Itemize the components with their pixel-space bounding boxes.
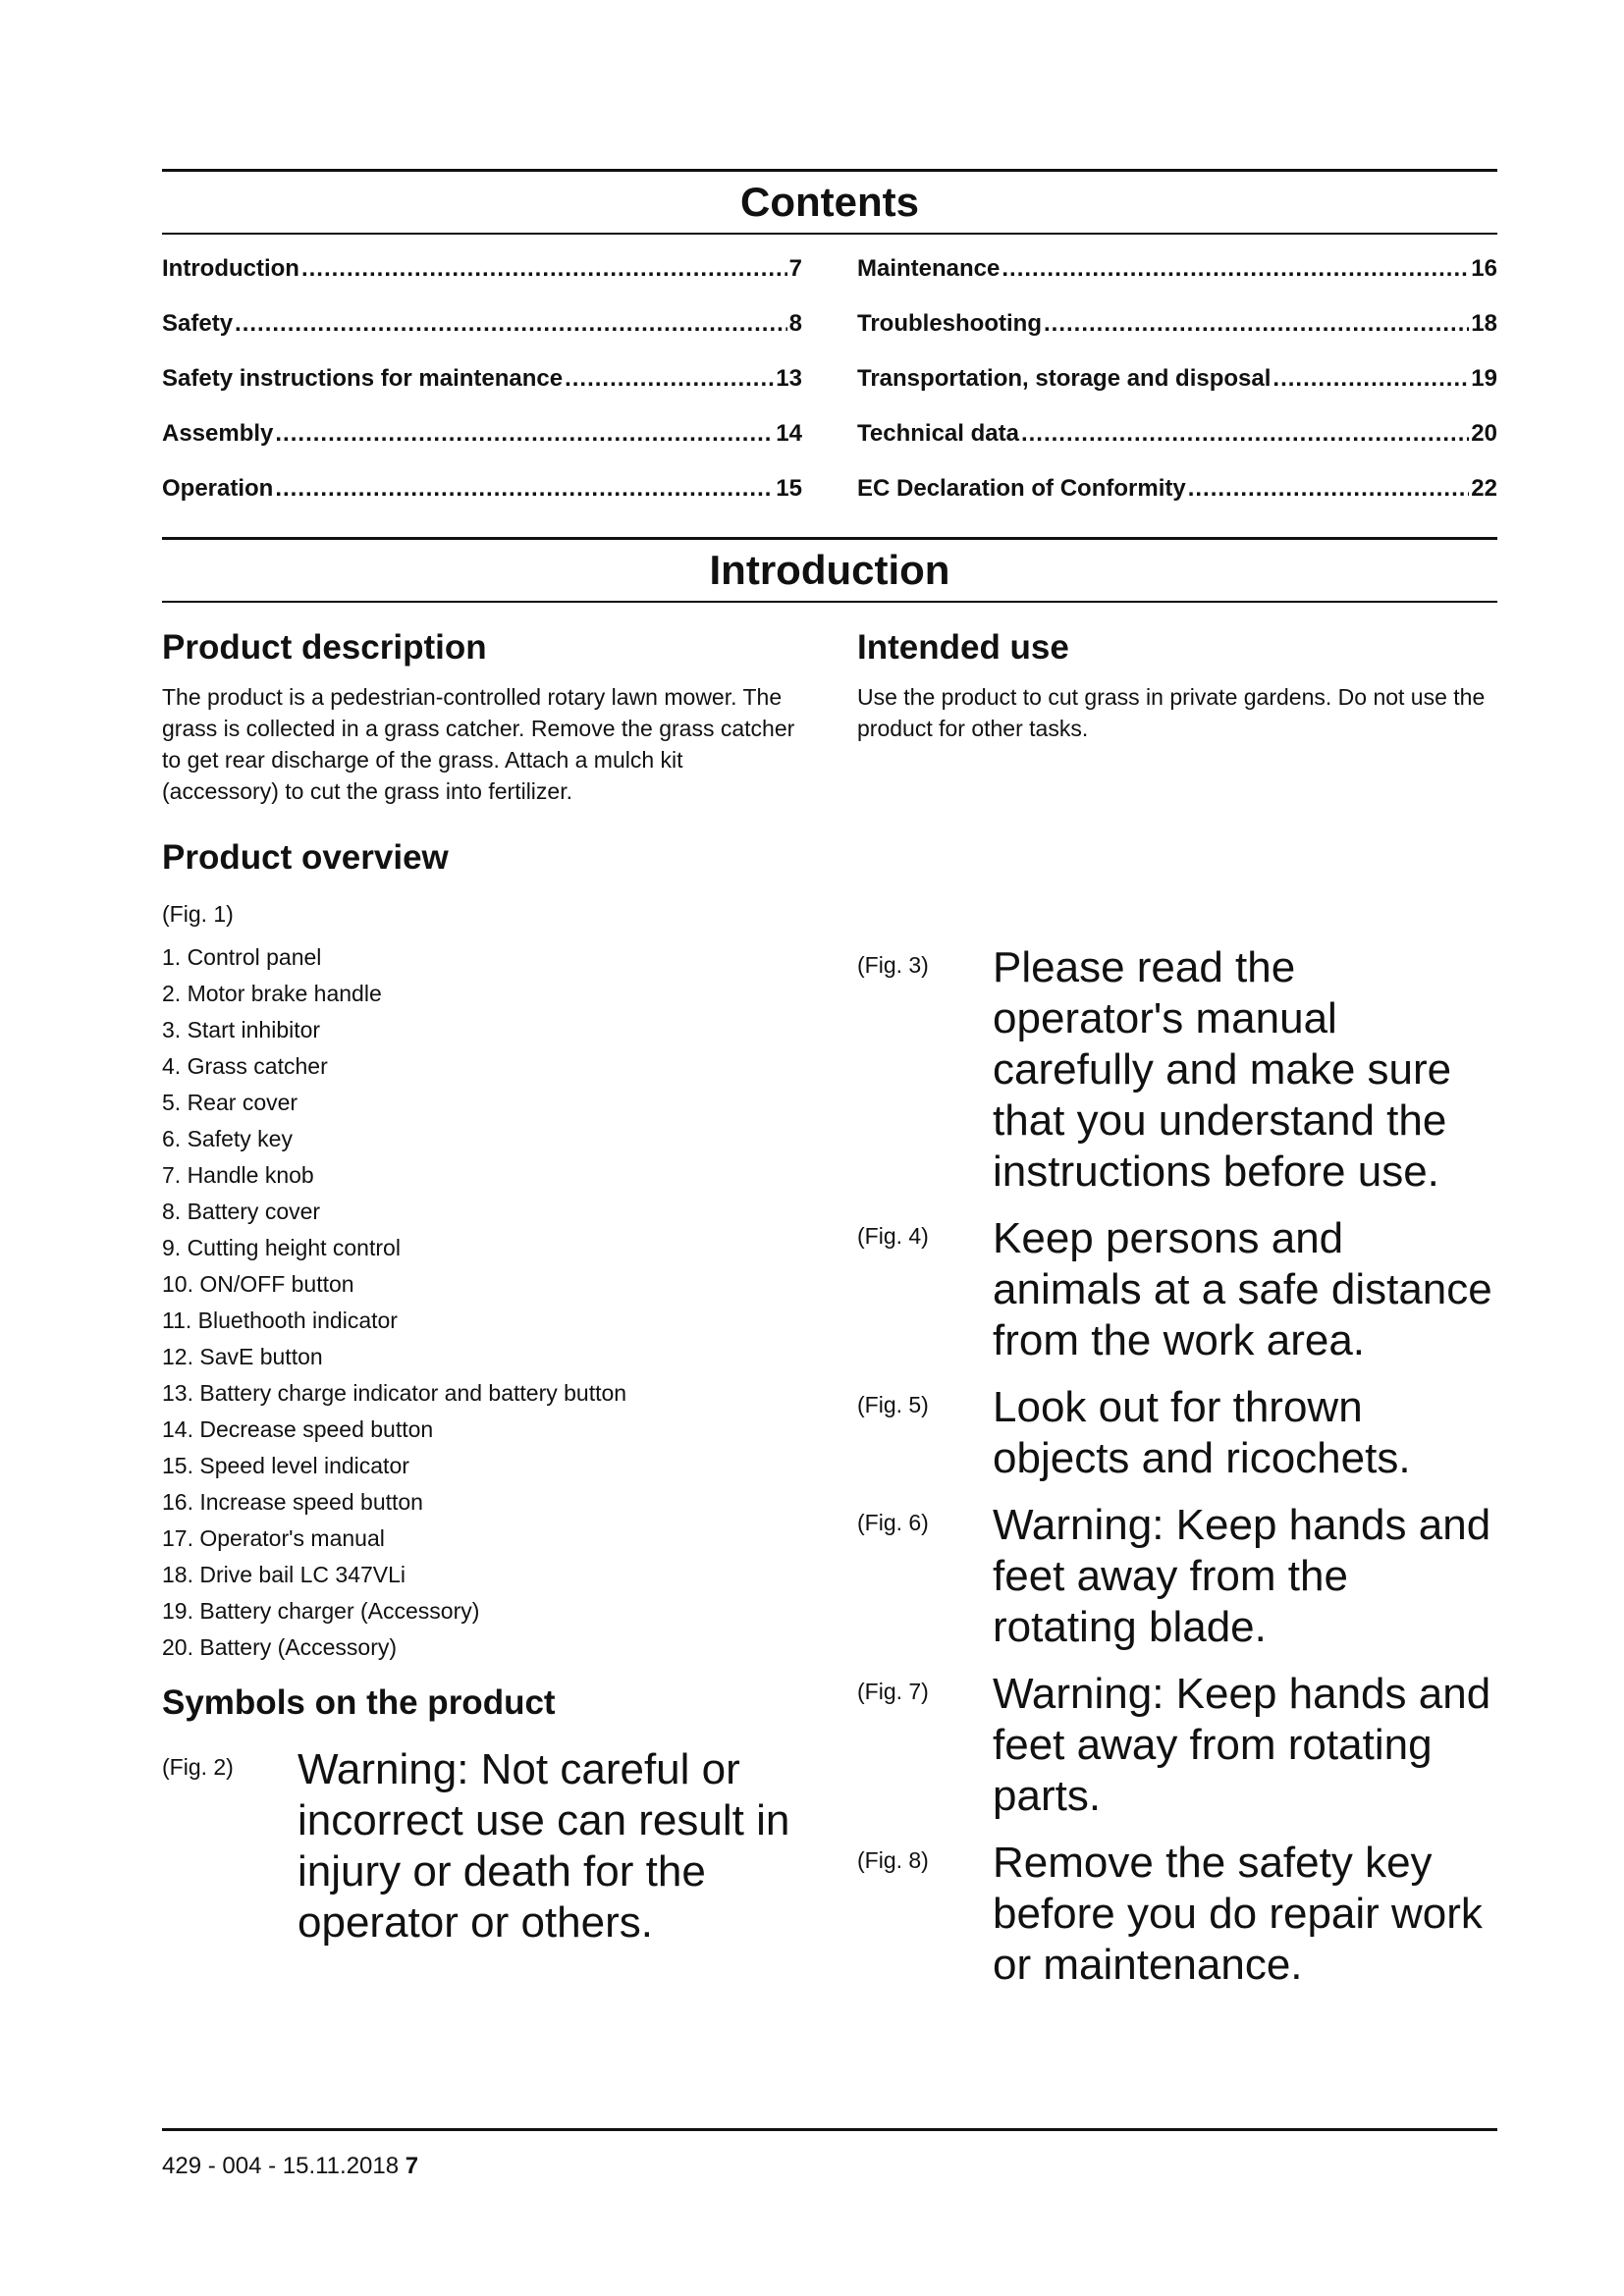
symbol-entry — [857, 1382, 1497, 1484]
introduction-title: Introduction — [709, 547, 950, 593]
contents-title: Contents — [740, 179, 919, 225]
toc-entry-label: Transportation, storage and disposal — [857, 365, 1272, 392]
toc-entry-page: 8 — [788, 310, 802, 337]
overview-fig-ref: (Fig. 1) — [162, 901, 234, 927]
symbol-text: Keep persons and animals at a safe distance from the work area. — [993, 1214, 1492, 1364]
toc-entry-label: Safety — [162, 310, 234, 337]
toc-entry-page: 7 — [788, 255, 802, 282]
intended-use-text: Use the product to cut grass in private gardens. Do not use the product for other tasks. — [857, 684, 1486, 741]
list-item: 10. ON/OFF button — [162, 1271, 354, 1297]
list-item: 9. Cutting height control — [162, 1235, 401, 1260]
list-item: 18. Drive bail LC 347VLi — [162, 1562, 406, 1587]
product-description-text: The product is a pedestrian-controlled rotary lawn mower. The grass is collected in a grass catcher. Remove the grass catcher to get rear discharge of the grass. Attach a mulch kit (accessory) to cut the grass into fertilizer. — [162, 684, 795, 804]
list-item: 19. Battery charger (Accessory) — [162, 1598, 480, 1624]
toc-entry[interactable] — [857, 413, 1497, 468]
contents-bottom-rule — [162, 233, 1497, 235]
left-column — [162, 624, 802, 1991]
toc-entry-label: Safety instructions for maintenance — [162, 365, 564, 392]
list-item: 2. Motor brake handle — [162, 981, 382, 1006]
symbol-entry — [857, 1669, 1497, 1822]
toc-entry-label: Introduction — [162, 255, 299, 282]
toc-entry[interactable] — [857, 468, 1497, 523]
introduction-section — [162, 537, 1497, 1991]
symbol-fig-ref: (Fig. 4) — [857, 1223, 929, 1249]
toc-entry[interactable] — [857, 358, 1497, 413]
symbol-fig-ref: (Fig. 2) — [162, 1754, 234, 1780]
list-item: 14. Decrease speed button — [162, 1416, 434, 1442]
symbols-heading: Symbols on the product — [162, 1683, 556, 1722]
parts-list — [162, 939, 802, 1666]
symbol-entry — [857, 1213, 1497, 1366]
symbol-text: Warning: Keep hands and feet away from rotating parts. — [993, 1670, 1491, 1820]
right-column — [857, 624, 1497, 1991]
toc-left-column — [162, 248, 802, 523]
symbol-text: Warning: Keep hands and feet away from the rotating blade. — [993, 1501, 1491, 1651]
toc-entry[interactable] — [162, 468, 802, 523]
symbol-text: Remove the safety key before you do repair work or maintenance. — [993, 1839, 1483, 1989]
symbol-entry — [162, 1744, 802, 1949]
symbol-fig-ref: (Fig. 7) — [857, 1679, 929, 1704]
introduction-columns — [162, 624, 1497, 1991]
list-item: 8. Battery cover — [162, 1199, 321, 1224]
list-item: 5. Rear cover — [162, 1090, 298, 1115]
symbol-list-right — [857, 942, 1497, 1991]
product-overview-heading: Product overview — [162, 838, 449, 877]
page-footer — [162, 2128, 1497, 2180]
toc-entry[interactable] — [857, 303, 1497, 358]
symbol-fig-ref: (Fig. 3) — [857, 952, 929, 978]
product-description-heading: Product description — [162, 628, 487, 667]
toc-entry[interactable] — [162, 358, 802, 413]
symbol-entry — [857, 1500, 1497, 1653]
symbol-fig-ref: (Fig. 5) — [857, 1392, 929, 1417]
list-item: 11. Bluethooth indicator — [162, 1308, 398, 1333]
toc-entry-label: Technical data — [857, 420, 1019, 447]
toc-right-column — [857, 248, 1497, 523]
symbol-entry — [857, 1838, 1497, 1991]
symbol-fig-ref: (Fig. 6) — [857, 1510, 929, 1535]
toc-entry[interactable] — [162, 303, 802, 358]
toc-entry-page: 22 — [1471, 475, 1497, 502]
list-item: 1. Control panel — [162, 944, 322, 970]
toc-entry-page: 15 — [776, 475, 802, 502]
list-item: 13. Battery charge indicator and battery button — [162, 1380, 627, 1406]
list-item: 7. Handle knob — [162, 1162, 314, 1188]
list-item: 20. Battery (Accessory) — [162, 1634, 398, 1660]
symbol-entry — [857, 942, 1497, 1198]
introduction-bottom-rule — [162, 601, 1497, 603]
toc-entry-page: 13 — [776, 365, 802, 392]
doc-reference: 429 - 004 - 15.11.2018 — [162, 2153, 400, 2179]
toc-entry-page: 18 — [1471, 310, 1497, 337]
toc-entry-page: 20 — [1471, 420, 1497, 447]
symbol-text: Please read the operator's manual carefully and make sure that you understand the instructions before use. — [993, 943, 1452, 1196]
list-item: 4. Grass catcher — [162, 1053, 328, 1079]
symbol-text: Warning: Not careful or incorrect use can result in injury or death for the operator or others. — [298, 1745, 790, 1947]
list-item: 6. Safety key — [162, 1126, 293, 1151]
toc-entry-page: 14 — [776, 420, 802, 447]
toc-entry-label: EC Declaration of Conformity — [857, 475, 1186, 502]
symbol-text: Look out for thrown objects and ricochets. — [993, 1383, 1411, 1482]
list-item: 12. SavE button — [162, 1344, 323, 1369]
list-item: 17. Operator's manual — [162, 1525, 385, 1551]
toc-entry[interactable] — [162, 248, 802, 303]
list-item: 15. Speed level indicator — [162, 1453, 409, 1478]
table-of-contents — [162, 248, 1497, 523]
page-number: 7 — [405, 2153, 419, 2179]
toc-entry-label: Troubleshooting — [857, 310, 1042, 337]
symbol-fig-ref: (Fig. 8) — [857, 1847, 929, 1873]
toc-entry[interactable] — [162, 413, 802, 468]
list-item: 3. Start inhibitor — [162, 1017, 321, 1042]
list-item: 16. Increase speed button — [162, 1489, 423, 1515]
toc-entry-label: Assembly — [162, 420, 274, 447]
toc-entry-page: 16 — [1471, 255, 1497, 282]
intended-use-heading: Intended use — [857, 628, 1069, 667]
toc-entry-label: Operation — [162, 475, 274, 502]
footer-rule — [162, 2128, 1497, 2131]
footer-text — [162, 2153, 1497, 2180]
toc-entry-label: Maintenance — [857, 255, 1001, 282]
toc-entry-page: 19 — [1471, 365, 1497, 392]
toc-entry[interactable] — [857, 248, 1497, 303]
manual-page — [162, 169, 1497, 1991]
